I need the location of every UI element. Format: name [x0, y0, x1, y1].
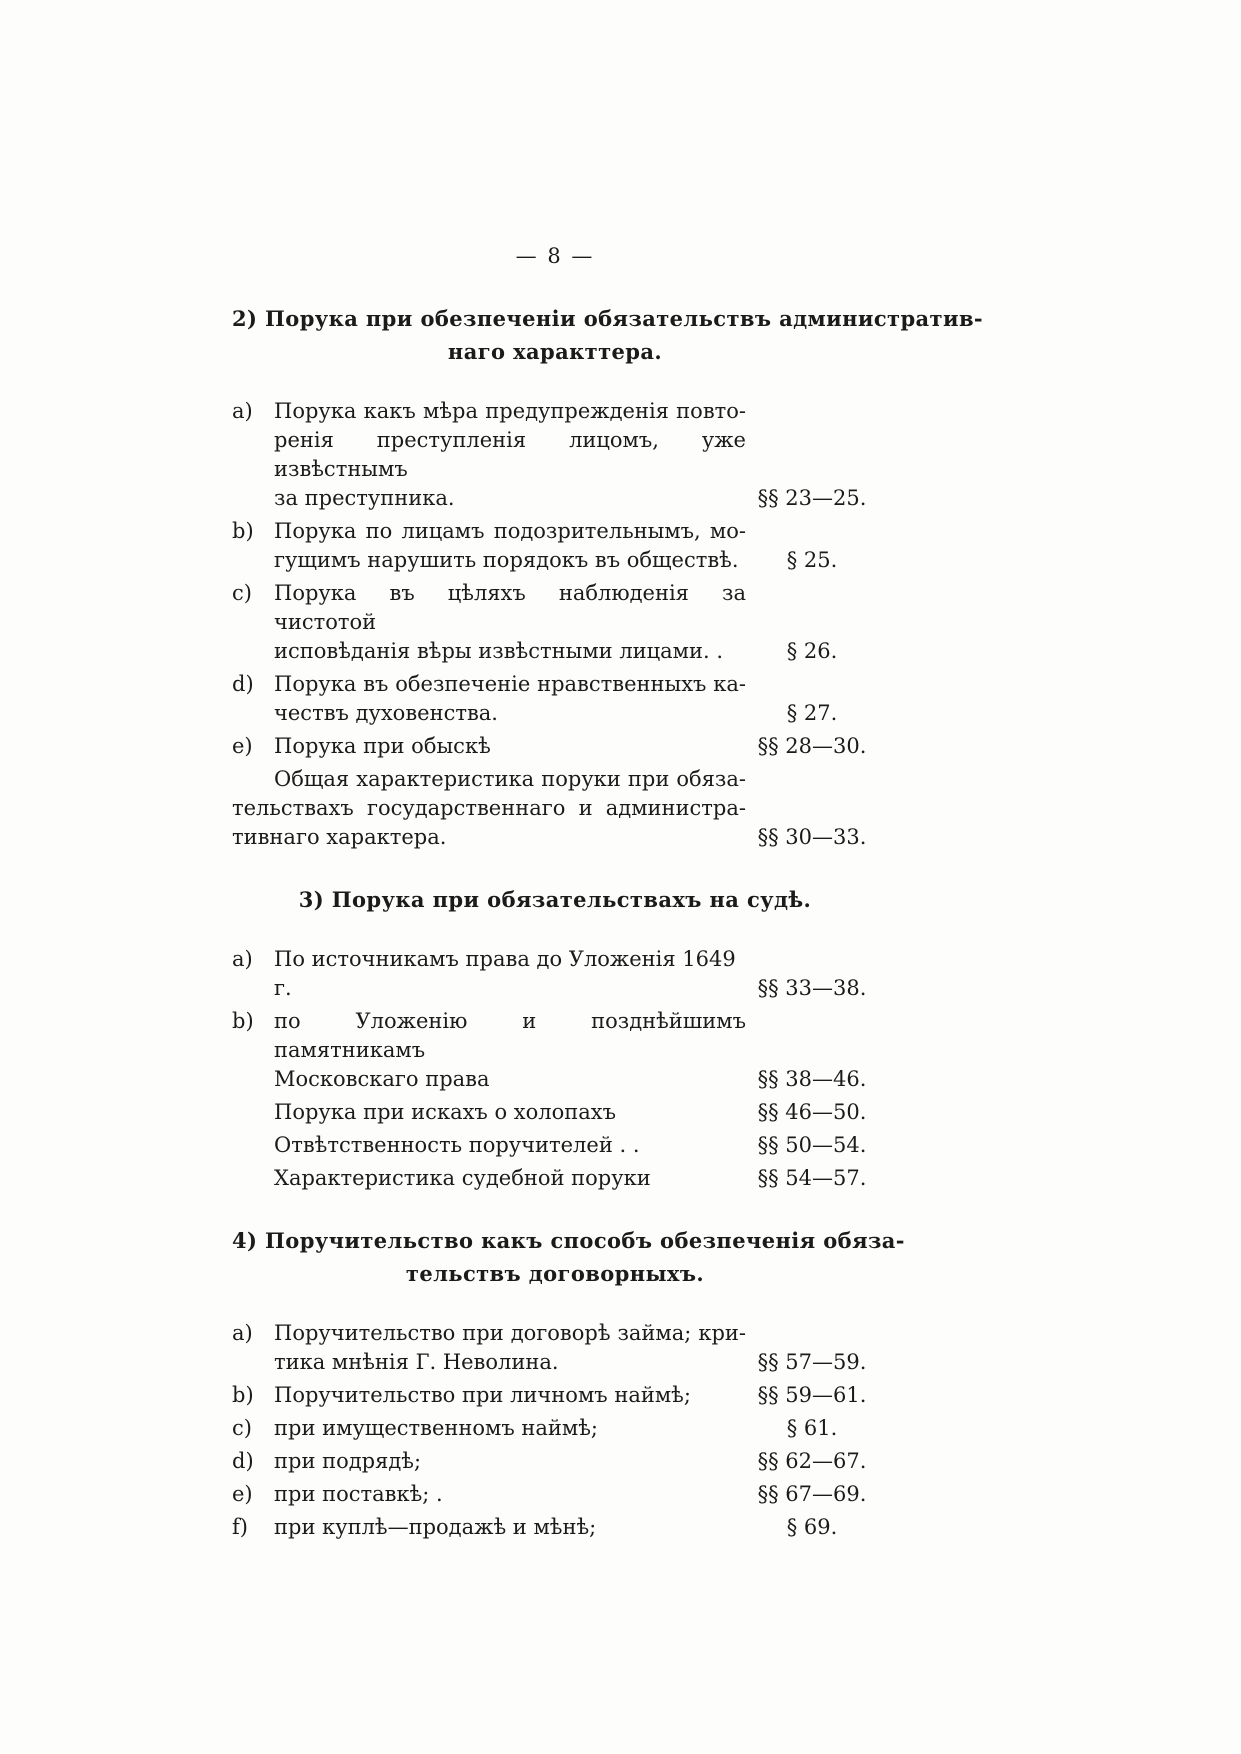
entry-list — [232, 397, 878, 852]
toc-entry — [232, 765, 878, 852]
entry-label: b) — [232, 1383, 254, 1407]
entry-line: чествъ духовенства. — [274, 701, 498, 725]
toc-section-2 — [232, 302, 984, 852]
entry-line: Порука при обыскѣ — [274, 734, 491, 758]
entry-label: a) — [232, 947, 253, 971]
entry-line: тивнаго характера. — [232, 825, 447, 849]
entry-ref: § 61. — [786, 1416, 838, 1440]
entry-label: f) — [232, 1515, 248, 1539]
entry-line: при имущественномъ наймѣ; — [274, 1416, 598, 1440]
toc-section-3 — [232, 883, 878, 1193]
section-heading — [232, 883, 878, 916]
toc-entry — [232, 1414, 878, 1443]
heading-line: наго характтера. — [447, 339, 663, 364]
toc-entry — [232, 1098, 878, 1127]
entry-text — [274, 1319, 746, 1377]
entry-ref: §§ 38—46. — [757, 1067, 867, 1091]
entry-ref: §§ 46—50. — [757, 1100, 867, 1124]
table-of-contents — [232, 302, 984, 1542]
entry-line: тельствахъ государственнаго и администра- — [232, 796, 746, 820]
entry-ref: §§ 30—33. — [757, 825, 867, 849]
entry-ref: §§ 23—25. — [757, 486, 867, 510]
entry-text — [274, 1098, 746, 1127]
section-heading — [232, 1224, 905, 1290]
entry-line: при куплѣ—продажѣ и мѣнѣ; — [274, 1515, 597, 1539]
entry-label: b) — [232, 1009, 254, 1033]
entry-label: b) — [232, 519, 254, 543]
entry-text — [274, 732, 746, 761]
page-number: — 8 — — [515, 244, 595, 268]
heading-line: 4) Поручительство какъ способъ обезпеченія обяза- — [232, 1228, 905, 1253]
entry-line: Характеристика судебной поруки — [274, 1166, 651, 1190]
entry-line: за преступника. — [274, 486, 455, 510]
entry-line: Московскаго права — [274, 1067, 490, 1091]
entry-list — [232, 945, 878, 1193]
entry-text — [274, 1447, 746, 1476]
entry-label: e) — [232, 1482, 253, 1506]
entry-line: гущимъ нарушить порядокъ въ обществѣ. — [274, 548, 739, 572]
entry-ref: §§ 33—38. — [757, 976, 867, 1000]
entry-text — [274, 579, 746, 666]
entry-label: d) — [232, 672, 254, 696]
toc-entry — [232, 1480, 878, 1509]
entry-text — [274, 1164, 746, 1193]
entry-ref: §§ 57—59. — [757, 1350, 867, 1374]
entry-label — [232, 1164, 274, 1193]
entry-line: Порука въ цѣляхъ наблюденія за чистотой — [274, 581, 746, 634]
entry-text — [274, 1414, 746, 1443]
entry-line: исповѣданія вѣры извѣстными лицами. . — [274, 639, 724, 663]
entry-label: d) — [232, 1449, 254, 1473]
entry-line: тика мнѣнія Г. Неволина. — [274, 1350, 559, 1374]
entry-ref: §§ 54—57. — [757, 1166, 867, 1190]
entry-text — [274, 1131, 746, 1160]
entry-line: при поставкѣ; . — [274, 1482, 443, 1506]
entry-ref: § 25. — [786, 548, 838, 572]
entry-ref: §§ 67—69. — [757, 1482, 867, 1506]
entry-ref: §§ 59—61. — [757, 1383, 867, 1407]
entry-text — [274, 1381, 746, 1410]
entry-line: ренія преступленія лицомъ, уже извѣстнымъ — [274, 428, 746, 481]
toc-entry — [232, 397, 878, 513]
toc-entry — [232, 517, 878, 575]
entry-label: c) — [232, 581, 252, 605]
entry-ref: §§ 62—67. — [757, 1449, 867, 1473]
entry-line: Отвѣтственность поручителей . . — [274, 1133, 640, 1157]
entry-text — [274, 1007, 746, 1094]
entry-line: Порука какъ мѣра предупрежденія повто- — [274, 399, 746, 423]
section-heading — [232, 302, 984, 368]
toc-entry — [232, 1164, 878, 1193]
entry-label: c) — [232, 1416, 252, 1440]
entry-line: Поручительство при личномъ наймѣ; — [274, 1383, 691, 1407]
entry-line: Поручительство при договорѣ займа; кри- — [274, 1321, 746, 1345]
entry-text — [274, 1513, 746, 1542]
entry-ref: § 27. — [786, 701, 838, 725]
toc-entry — [232, 1131, 878, 1160]
heading-line: 2) Порука при обезпеченіи обязательствъ административ- — [232, 306, 984, 331]
toc-entry — [232, 579, 878, 666]
entry-line: при подрядѣ; — [274, 1449, 422, 1473]
entry-line: По источникамъ права до Уложенія 1649 г. — [274, 947, 736, 1000]
toc-entry — [232, 732, 878, 761]
entry-label — [232, 1098, 274, 1127]
heading-line: 3) Порука при обязательствахъ на судѣ. — [298, 887, 812, 912]
toc-entry — [232, 1007, 878, 1094]
entry-label: e) — [232, 734, 253, 758]
toc-entry — [232, 670, 878, 728]
entry-ref: § 26. — [786, 639, 838, 663]
entry-text — [232, 765, 746, 852]
entry-ref: §§ 50—54. — [757, 1133, 867, 1157]
entry-text — [274, 945, 746, 1003]
entry-line: Порука при искахъ о холопахъ — [274, 1100, 616, 1124]
entry-ref: § 69. — [786, 1515, 838, 1539]
entry-list — [232, 1319, 878, 1542]
heading-line: тельствъ договорныхъ. — [405, 1261, 705, 1286]
toc-entry — [232, 945, 878, 1003]
entry-ref: §§ 28—30. — [757, 734, 867, 758]
entry-text — [274, 397, 746, 513]
entry-text — [274, 670, 746, 728]
toc-entry — [232, 1513, 878, 1542]
entry-text — [274, 517, 746, 575]
entry-line: по Уложенію и позднѣйшимъ памятникамъ — [274, 1009, 746, 1062]
toc-entry — [232, 1319, 878, 1377]
entry-label — [232, 1131, 274, 1160]
entry-line: Порука по лицамъ подозрительнымъ, мо- — [274, 519, 746, 543]
entry-label: a) — [232, 399, 253, 423]
entry-label: a) — [232, 1321, 253, 1345]
entry-line: Общая характеристика поруки при обяза- — [274, 767, 746, 791]
toc-section-4 — [232, 1224, 905, 1542]
entry-text — [274, 1480, 746, 1509]
toc-entry — [232, 1447, 878, 1476]
toc-entry — [232, 1381, 878, 1410]
entry-line: Порука въ обезпеченіе нравственныхъ ка- — [274, 672, 746, 696]
